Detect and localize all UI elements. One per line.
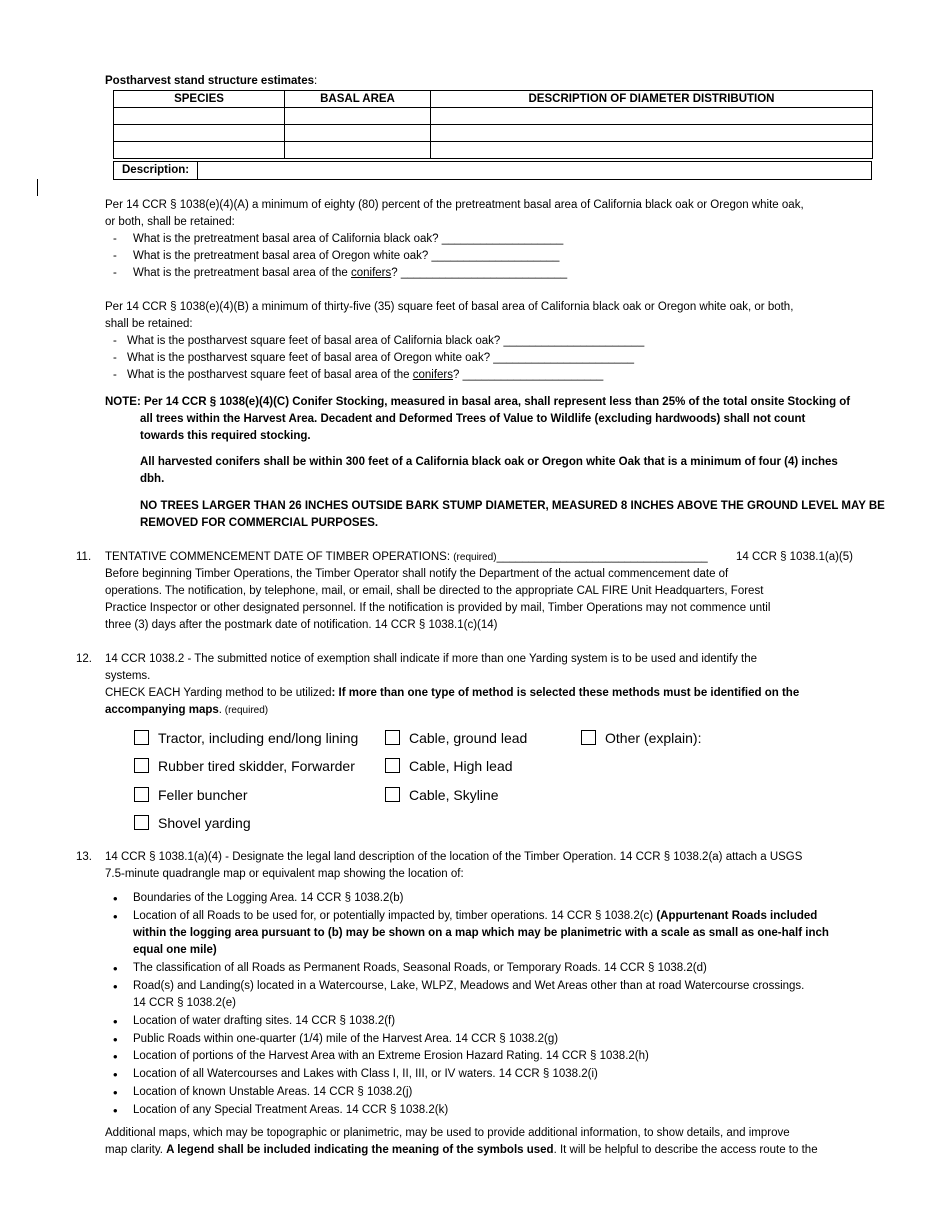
feller-buncher-label: Feller buncher: [158, 787, 248, 803]
bullet: •: [113, 1085, 118, 1100]
dash: -: [113, 250, 117, 262]
note-line-3: towards this required stocking.: [140, 430, 311, 442]
bullet: •: [113, 1103, 118, 1118]
item12-line-3: CHECK EACH Yarding method to be utilized: If more than one type of method is selected these methods must be identified on the: [105, 687, 800, 699]
cable-high-lead-label: Cable, High lead: [409, 758, 513, 774]
bullet: •: [113, 891, 118, 906]
bullet: •: [113, 1049, 118, 1064]
dash: -: [113, 369, 117, 381]
note-line-7: REMOVED FOR COMMERCIAL PURPOSES.: [140, 517, 379, 529]
species-cell[interactable]: [114, 142, 285, 159]
bullet: •: [113, 1032, 118, 1047]
bullet: •: [113, 1067, 118, 1082]
p1-q1[interactable]: What is the pretreatment basal area of California black oak? ___________________: [133, 233, 564, 245]
item11-number: 11.: [76, 551, 92, 563]
col-basal-area: BASAL AREA: [285, 91, 431, 108]
list-item: Public Roads within one-quarter (1/4) mile of the Harvest Area. 14 CCR § 1038.2(g): [133, 1033, 559, 1045]
note-line-2: all trees within the Harvest Area. Decadent and Deformed Trees of Value to Wildlife (excluding hardwoods) shall not count: [140, 413, 806, 425]
basal-area-cell[interactable]: [285, 108, 431, 125]
cable-high-lead-checkbox[interactable]: [385, 758, 400, 773]
list-item: The classification of all Roads as Permanent Roads, Seasonal Roads, or Temporary Roads. 14 CCR § 1038.2(d): [133, 962, 707, 974]
item12-line-2: systems.: [105, 670, 151, 682]
bullet: •: [113, 961, 118, 976]
distribution-cell[interactable]: [431, 142, 873, 159]
p2-intro-b: shall be retained:: [105, 318, 193, 330]
table-row: [114, 108, 873, 125]
list-item-cont: equal one mile): [133, 944, 217, 956]
p2-q2[interactable]: What is the postharvest square feet of basal area of Oregon white oak? ______________________: [127, 352, 634, 364]
note-line-1: NOTE: Per 14 CCR § 1038(e)(4)(C) Conifer Stocking, measured in basal area, shall represent less than 25% of the total onsite Stocking of: [105, 396, 851, 408]
species-cell[interactable]: [114, 108, 285, 125]
item13-line-2: 7.5-minute quadrangle map or equivalent map showing the location of:: [105, 868, 464, 880]
bullet: •: [113, 909, 118, 924]
list-item: Boundaries of the Logging Area. 14 CCR § 1038.2(b): [133, 892, 404, 904]
estimates-title: Postharvest stand structure estimates:: [105, 75, 318, 87]
item11-line-5: three (3) days after the postmark date of notification. 14 CCR § 1038.1(c)(14): [105, 619, 498, 631]
basal-area-cell[interactable]: [285, 125, 431, 142]
dash: -: [113, 233, 117, 245]
p1-q3[interactable]: What is the pretreatment basal area of the conifers? __________________________: [133, 267, 568, 279]
note-line-5: dbh.: [140, 473, 165, 485]
other-checkbox[interactable]: [581, 730, 596, 745]
estimates-table: [113, 90, 873, 159]
list-item: Location of known Unstable Areas. 14 CCR § 1038.2(j): [133, 1086, 413, 1098]
list-item: Location of all Watercourses and Lakes with Class I, II, III, or IV waters. 14 CCR § 1038.2(i): [133, 1068, 598, 1080]
closing-line-2: map clarity. A legend shall be included indicating the meaning of the symbols used. It will be helpful to describe the access route to the: [105, 1144, 818, 1156]
p2-intro-a: Per 14 CCR § 1038(e)(4)(B) a minimum of thirty-five (35) square feet of basal area of California black oak or Oregon white oak, or both,: [105, 301, 794, 313]
text-cursor: [37, 179, 38, 196]
description-row[interactable]: [113, 161, 872, 180]
item11-line-4: Practice Inspector or other designated personnel. If the notification is provided by mail, Timber Operations may not commence until: [105, 602, 771, 614]
list-item: Location of water drafting sites. 14 CCR § 1038.2(f): [133, 1015, 396, 1027]
list-item: Location of portions of the Harvest Area with an Extreme Erosion Hazard Rating. 14 CCR § 1038.2(h): [133, 1050, 649, 1062]
dash: -: [113, 352, 117, 364]
table-row: [114, 125, 873, 142]
item12-line-1: 14 CCR 1038.2 - The submitted notice of exemption shall indicate if more than one Yarding system is to be used and identify the: [105, 653, 758, 665]
bullet: •: [113, 979, 118, 994]
commencement-date-field[interactable]: _________________________________: [496, 551, 708, 563]
item12-line-4: accompanying maps. (required): [105, 704, 269, 716]
item12-number: 12.: [76, 653, 92, 665]
species-cell[interactable]: [114, 125, 285, 142]
item13-line-1: 14 CCR § 1038.1(a)(4) - Designate the legal land description of the location of the Timber Operation. 14 CCR § 1038.2(a) attach a USGS: [105, 851, 803, 863]
tractor-checkbox[interactable]: [134, 730, 149, 745]
item13-number: 13.: [76, 851, 92, 863]
list-item: Road(s) and Landing(s) located in a Watercourse, Lake, WLPZ, Meadows and Wet Areas other than at road Watercourse crossings.: [133, 980, 805, 992]
list-item-cont: within the logging area pursuant to (b) may be shown on a map which may be planimetric with a scale as small as one-half inch: [133, 927, 829, 939]
col-diameter-distribution: DESCRIPTION OF DIAMETER DISTRIBUTION: [431, 91, 873, 108]
skidder-label: Rubber tired skidder, Forwarder: [158, 758, 355, 774]
item11-title: TENTATIVE COMMENCEMENT DATE OF TIMBER OPERATIONS: (required)_________________________________: [105, 551, 708, 563]
note-line-4: All harvested conifers shall be within 300 feet of a California black oak or Oregon white Oak that is a minimum of four (4) inches: [140, 456, 838, 468]
cable-ground-lead-checkbox[interactable]: [385, 730, 400, 745]
tractor-label: Tractor, including end/long lining: [158, 730, 359, 746]
p2-q1[interactable]: What is the postharvest square feet of basal area of California black oak? ______________________: [127, 335, 645, 347]
cable-skyline-checkbox[interactable]: [385, 787, 400, 802]
p1-q2[interactable]: What is the pretreatment basal area of Oregon white oak? ____________________: [133, 250, 560, 262]
p1-intro-a: Per 14 CCR § 1038(e)(4)(A) a minimum of eighty (80) percent of the pretreatment basal area of California black oak or Oregon white oak,: [105, 199, 804, 211]
list-item-cont: 14 CCR § 1038.2(e): [133, 997, 236, 1009]
p1-intro-b: or both, shall be retained:: [105, 216, 235, 228]
list-item: Location of all Roads to be used for, or potentially impacted by, timber operations. 14 CCR § 1038.2(c) (Appurtenant Roads included: [133, 910, 818, 922]
distribution-cell[interactable]: [431, 125, 873, 142]
shovel-yarding-checkbox[interactable]: [134, 815, 149, 830]
item11-line-3: operations. The notification, by telephone, mail, or email, shall be directed to the appropriate CAL FIRE Unit Headquarters, Forest: [105, 585, 764, 597]
item11-ref: 14 CCR § 1038.1(a)(5): [736, 551, 853, 563]
dash: -: [113, 267, 117, 279]
cable-ground-lead-label: Cable, ground lead: [409, 730, 528, 746]
dash: -: [113, 335, 117, 347]
bullet: •: [113, 1014, 118, 1029]
table-row: [114, 142, 873, 159]
col-species: SPECIES: [114, 91, 285, 108]
feller-buncher-checkbox[interactable]: [134, 787, 149, 802]
list-item: Location of any Special Treatment Areas. 14 CCR § 1038.2(k): [133, 1104, 449, 1116]
p2-q3[interactable]: What is the postharvest square feet of basal area of the conifers? ______________________: [127, 369, 604, 381]
closing-line-1: Additional maps, which may be topographic or planimetric, may be used to provide additional information, to show details, and improve: [105, 1127, 790, 1139]
item11-line-2: Before beginning Timber Operations, the Timber Operator shall notify the Department of the actual commencement date of: [105, 568, 729, 580]
skidder-checkbox[interactable]: [134, 758, 149, 773]
cable-skyline-label: Cable, Skyline: [409, 787, 499, 803]
description-label: Description:: [114, 162, 198, 179]
note-line-6: NO TREES LARGER THAN 26 INCHES OUTSIDE BARK STUMP DIAMETER, MEASURED 8 INCHES ABOVE THE GROUND LEVEL MAY BE: [140, 500, 885, 512]
other-label: Other (explain):: [605, 730, 702, 746]
basal-area-cell[interactable]: [285, 142, 431, 159]
distribution-cell[interactable]: [431, 108, 873, 125]
shovel-yarding-label: Shovel yarding: [158, 815, 251, 831]
